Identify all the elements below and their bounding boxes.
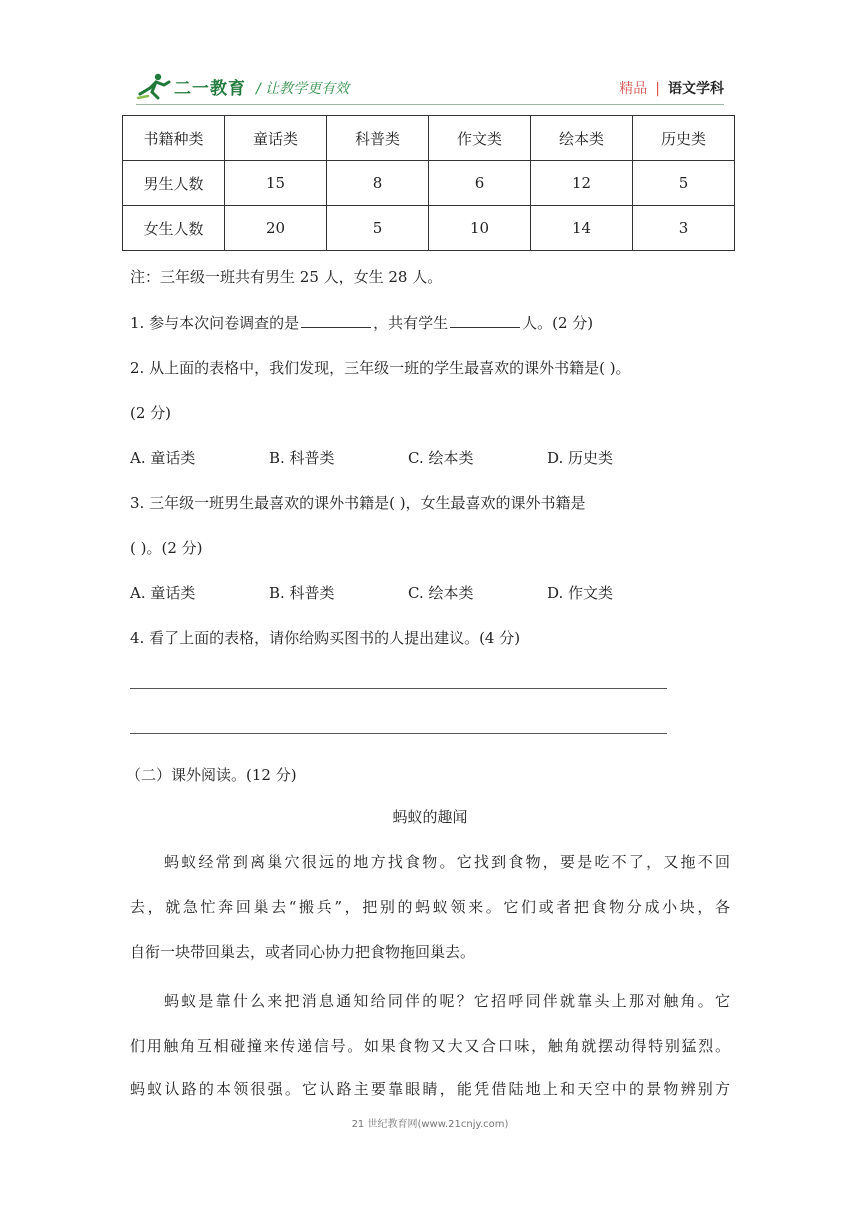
answer-blank[interactable] bbox=[301, 313, 371, 328]
tag-separator: | bbox=[655, 81, 660, 97]
question-1-text-b: ，共有学生 bbox=[373, 314, 449, 332]
option-a[interactable]: A. 童话类 bbox=[130, 449, 196, 467]
passage-line: 去，就急忙奔回巢去“搬兵”，把别的蚂蚁领来。它们或者把食物分成小块，各 bbox=[130, 898, 730, 916]
option-b[interactable]: B. 科普类 bbox=[269, 449, 335, 467]
passage-line: 自衔一块带回巢去，或者同心协力把食物拖回巢去。 bbox=[130, 943, 476, 961]
table-cell: 历史类 bbox=[633, 116, 735, 161]
table-row bbox=[123, 116, 735, 161]
table-cell: 男生人数 bbox=[123, 161, 225, 206]
passage-line: 蚂蚁经常到离巢穴很远的地方找食物。它找到食物，要是吃不了，又拖不回 bbox=[164, 853, 730, 871]
table-cell: 12 bbox=[531, 161, 633, 206]
quality-label: 精品 bbox=[619, 81, 648, 97]
table-cell: 8 bbox=[327, 161, 429, 206]
question-3-options bbox=[130, 582, 686, 603]
table-cell: 5 bbox=[327, 206, 429, 251]
question-1-text-c: 人。(2 分) bbox=[522, 314, 594, 332]
option-b[interactable]: B. 科普类 bbox=[269, 584, 335, 602]
option-c[interactable]: C. 绘本类 bbox=[408, 449, 474, 467]
table-row bbox=[123, 206, 735, 251]
section-heading: （二）课外阅读。(12 分) bbox=[126, 766, 297, 784]
question-4: 4. 看了上面的表格，请你给购买图书的人提出建议。(4 分) bbox=[130, 629, 521, 647]
table-cell: 3 bbox=[633, 206, 735, 251]
logo bbox=[136, 72, 246, 100]
table-cell: 20 bbox=[225, 206, 327, 251]
option-d[interactable]: D. 历史类 bbox=[547, 449, 614, 467]
answer-line[interactable] bbox=[130, 733, 667, 734]
table-cell: 作文类 bbox=[429, 116, 531, 161]
option-a[interactable]: A. 童话类 bbox=[130, 584, 196, 602]
table-cell: 5 bbox=[633, 161, 735, 206]
question-2-options bbox=[130, 447, 686, 468]
question-2-line-2: (2 分) bbox=[130, 404, 172, 422]
answer-blank[interactable] bbox=[450, 313, 520, 328]
question-2-line-1: 2. 从上面的表格中，我们发现，三年级一班的学生最喜欢的课外书籍是( )。 bbox=[130, 359, 631, 377]
table-cell: 童话类 bbox=[225, 116, 327, 161]
option-c[interactable]: C. 绘本类 bbox=[408, 584, 474, 602]
subject-tag bbox=[619, 78, 724, 98]
table-cell: 绘本类 bbox=[531, 116, 633, 161]
book-survey-table bbox=[122, 115, 735, 251]
question-1 bbox=[130, 312, 593, 333]
answer-line[interactable] bbox=[130, 688, 667, 689]
table-cell: 10 bbox=[429, 206, 531, 251]
page-header bbox=[136, 66, 724, 106]
running-figure-logo-icon bbox=[136, 72, 172, 100]
passage-line: 们用触角互相碰撞来传递信号。如果食物又大又合口味，触角就摆动得特别猛烈。 bbox=[130, 1037, 730, 1055]
table-cell: 科普类 bbox=[327, 116, 429, 161]
option-d[interactable]: D. 作文类 bbox=[547, 584, 614, 602]
question-3-line-1: 3. 三年级一班男生最喜欢的课外书籍是( )，女生最喜欢的课外书籍是 bbox=[130, 494, 586, 512]
table-cell: 6 bbox=[429, 161, 531, 206]
slogan: / 让教学更有效 bbox=[256, 81, 350, 97]
passage-line: 蚂蚁认路的本领很强。它认路主要靠眼睛，能凭借陆地上和天空中的景物辨别方 bbox=[130, 1080, 730, 1098]
logo-text: 二一教育 bbox=[174, 78, 246, 99]
table-cell: 女生人数 bbox=[123, 206, 225, 251]
subject-label: 语文学科 bbox=[668, 81, 724, 97]
table-row bbox=[123, 161, 735, 206]
passage-line: 蚂蚁是靠什么来把消息通知给同伴的呢？它招呼同伴就靠头上那对触角。它 bbox=[164, 992, 730, 1010]
table-note: 注：三年级一班共有男生 25 人，女生 28 人。 bbox=[130, 268, 443, 286]
question-3-line-2: ( )。(2 分) bbox=[130, 539, 203, 557]
reading-title: 蚂蚁的趣闻 bbox=[392, 808, 468, 826]
table-cell: 15 bbox=[225, 161, 327, 206]
page-footer: 21 世纪教育网(www.21cnjy.com) bbox=[351, 1119, 509, 1130]
question-1-text-a: 1. 参与本次问卷调查的是 bbox=[130, 314, 300, 332]
table-cell: 14 bbox=[531, 206, 633, 251]
table-cell: 书籍种类 bbox=[123, 116, 225, 161]
header-divider bbox=[136, 104, 724, 105]
